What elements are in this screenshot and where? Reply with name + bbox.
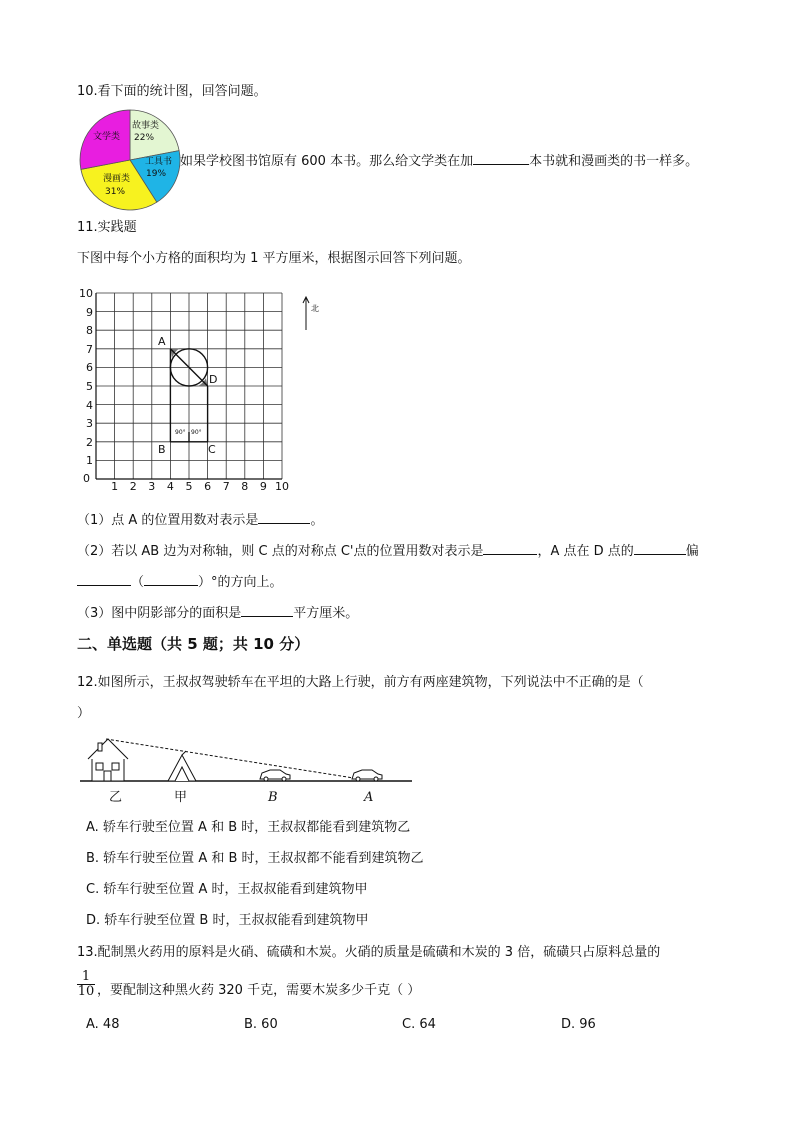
q13-option-a[interactable]: A. 48 xyxy=(86,1017,120,1032)
svg-text:8: 8 xyxy=(241,480,249,493)
svg-text:10: 10 xyxy=(79,287,93,300)
y-axis-ticks xyxy=(79,287,93,467)
north-label: 北 xyxy=(311,304,319,313)
q10-answer-blank[interactable] xyxy=(473,152,529,165)
grid-figure xyxy=(78,282,328,494)
pie-value-comics: 31% xyxy=(105,187,126,197)
section-heading: 二、单选题（共 5 题；共 10 分） xyxy=(77,635,310,653)
pie-value-story: 22% xyxy=(134,133,155,143)
q11-sub2-blank-2[interactable] xyxy=(634,542,686,555)
angle-label-1: 90° xyxy=(175,429,186,436)
pie-label-story: 故事类 xyxy=(132,121,160,131)
pie-label-tools: 工具书 xyxy=(145,157,173,167)
svg-text:7: 7 xyxy=(222,480,230,493)
svg-text:6: 6 xyxy=(204,480,212,493)
svg-text:6: 6 xyxy=(86,361,93,374)
q11-sub3: （3）图中阴影部分的面积是 平方厘米。 xyxy=(77,606,359,621)
svg-text:9: 9 xyxy=(86,306,93,319)
pie-label-literature: 文学类 xyxy=(93,132,121,142)
sight-line xyxy=(106,739,360,779)
north-arrow-icon xyxy=(303,297,309,330)
q13-option-c[interactable]: C. 64 xyxy=(402,1017,436,1032)
car-a-icon xyxy=(352,770,382,781)
q12-option-b[interactable]: B. 轿车行驶至位置 A 和 B 时，王叔叔都不能看到建筑物乙 xyxy=(86,851,424,866)
svg-text:10: 10 xyxy=(275,480,289,493)
q10-text-after: 本书就和漫画类的书一样多。 xyxy=(529,154,699,169)
q12-option-d[interactable]: D. 轿车行驶至位置 B 时，王叔叔能看到建筑物甲 xyxy=(86,913,369,928)
label-b: B xyxy=(268,790,278,805)
q11-sub2-blank-4[interactable] xyxy=(144,573,198,586)
q11-sub2-line1: （2）若以 AB 边为对称轴，则 C 点的对称点 C'点的位置用数对表示是 ，A 点在 D 点的 偏 xyxy=(77,544,699,559)
q11-title: 11.实践题 xyxy=(77,220,137,235)
q12-title-line1: 12.如图所示，王叔叔驾驶轿车在平坦的大路上行驶，前方有两座建筑物，下列说法中不正确的是（ xyxy=(77,675,644,690)
svg-text:5: 5 xyxy=(185,480,193,493)
svg-text:8: 8 xyxy=(86,324,93,337)
q11-sub2-line2: （ ）°的方向上。 xyxy=(77,573,283,591)
label-jia: 甲 xyxy=(174,790,188,805)
q10-question xyxy=(180,152,698,170)
fraction-denominator: 10 xyxy=(77,984,95,999)
road-figure xyxy=(78,735,414,807)
building-yi-icon xyxy=(88,739,128,781)
pie-value-tools: 19% xyxy=(146,169,167,179)
pie-chart xyxy=(78,108,182,212)
svg-text:4: 4 xyxy=(86,399,93,412)
pie-label-comics: 漫画类 xyxy=(103,174,131,184)
point-d-label: D xyxy=(209,373,218,386)
svg-text:1: 1 xyxy=(111,480,119,493)
origin-label: 0 xyxy=(83,472,90,485)
q10-text-before: 如果学校图书馆原有 600 本书。那么给文学类在加 xyxy=(180,154,474,169)
q11-sub2-blank-3[interactable] xyxy=(77,573,131,586)
q11-sub1-blank[interactable] xyxy=(258,511,310,524)
svg-text:4: 4 xyxy=(166,480,174,493)
svg-text:5: 5 xyxy=(86,380,93,393)
q11-sub2-blank-1[interactable] xyxy=(483,542,537,555)
svg-text:3: 3 xyxy=(86,417,93,430)
q13-option-d[interactable]: D. 96 xyxy=(561,1017,596,1032)
point-b-label: B xyxy=(158,443,166,456)
q13-title-line2: ，要配制这种黑火药 320 千克，需要木炭多少千克（ ） xyxy=(97,983,421,998)
svg-text:2: 2 xyxy=(86,436,93,449)
q12-title-line2: ） xyxy=(77,706,91,721)
x-axis-ticks xyxy=(111,480,289,493)
q11-sub1: （1）点 A 的位置用数对表示是 。 xyxy=(77,513,324,528)
q12-option-a[interactable]: A. 轿车行驶至位置 A 和 B 时，王叔叔都能看到建筑物乙 xyxy=(86,820,411,835)
label-a: A xyxy=(364,790,374,805)
svg-text:1: 1 xyxy=(86,454,93,467)
angle-label-2: 90° xyxy=(191,429,202,436)
q10-title: 10.看下面的统计图，回答问题。 xyxy=(77,84,267,99)
point-c-label: C xyxy=(208,443,216,456)
q13-fraction xyxy=(77,970,95,999)
svg-text:7: 7 xyxy=(86,343,93,356)
svg-text:3: 3 xyxy=(148,480,156,493)
fraction-numerator: 1 xyxy=(81,969,91,984)
car-b-icon xyxy=(260,770,290,781)
q11-intro: 下图中每个小方格的面积均为 1 平方厘米，根据图示回答下列问题。 xyxy=(77,251,471,266)
q12-option-c[interactable]: C. 轿车行驶至位置 A 时，王叔叔能看到建筑物甲 xyxy=(86,882,368,897)
label-yi: 乙 xyxy=(109,790,123,805)
svg-text:9: 9 xyxy=(259,480,267,493)
point-a-label: A xyxy=(158,335,166,348)
q13-option-b[interactable]: B. 60 xyxy=(244,1017,278,1032)
q13-title-line1: 13.配制黑火药用的原料是火硝、硫磺和木炭。火硝的质量是硫磺和木炭的 3 倍，硫磺只占原料总量的 xyxy=(77,945,661,960)
q11-sub3-blank[interactable] xyxy=(241,604,293,617)
svg-text:2: 2 xyxy=(129,480,137,493)
building-jia-icon xyxy=(168,751,196,781)
